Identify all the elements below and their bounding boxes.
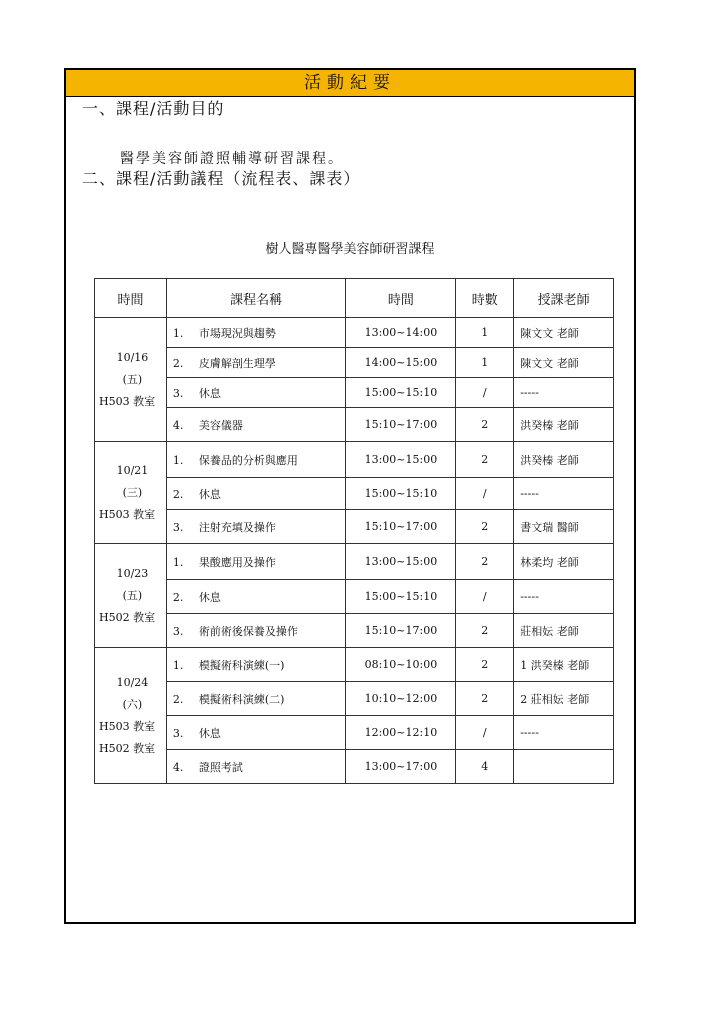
teacher-cell: 莊相妘 老師 — [514, 614, 614, 648]
session-room: H502 教室 — [99, 610, 156, 624]
table-row — [95, 648, 614, 682]
schedule-table — [94, 278, 614, 784]
course-name: 市場現況與趨勢 — [198, 326, 276, 340]
course-cell — [166, 750, 346, 784]
course-cell — [166, 614, 346, 648]
hours-cell: 2 — [456, 614, 514, 648]
session-weekday: (五) — [122, 588, 143, 602]
table-row — [95, 682, 614, 716]
teacher-cell: 2 莊相妘 老師 — [514, 682, 614, 716]
teacher-cell: ----- — [514, 378, 614, 408]
course-name: 注射充填及操作 — [198, 520, 276, 534]
hours-cell: 2 — [456, 648, 514, 682]
header-course: 課程名稱 — [166, 279, 346, 318]
hours-cell: / — [456, 378, 514, 408]
course-cell — [166, 580, 346, 614]
teacher-cell: 陳文文 老師 — [514, 348, 614, 378]
header-time: 時間 — [346, 279, 456, 318]
teacher-cell: ----- — [514, 580, 614, 614]
course-name: 美容儀器 — [198, 418, 243, 432]
session-date: 10/16 — [116, 350, 149, 364]
table-row — [95, 544, 614, 580]
course-number: 2. — [172, 692, 184, 706]
course-number: 3. — [172, 624, 184, 638]
session-cell — [95, 318, 167, 442]
course-name: 休息 — [198, 386, 221, 400]
course-cell — [166, 408, 346, 442]
teacher-cell: 陳文文 老師 — [514, 318, 614, 348]
teacher-cell: 洪癸榛 老師 — [514, 408, 614, 442]
teacher-cell: 林柔均 老師 — [514, 544, 614, 580]
session-cell — [95, 648, 167, 784]
course-number: 4. — [172, 760, 184, 774]
course-number: 1. — [172, 658, 184, 672]
hours-cell: 2 — [456, 682, 514, 716]
course-number: 1. — [172, 326, 184, 340]
hours-cell: 2 — [456, 408, 514, 442]
course-number: 2. — [172, 356, 184, 370]
teacher-cell: 書文瑞 醫師 — [514, 510, 614, 544]
session-cell — [95, 544, 167, 648]
table-row — [95, 510, 614, 544]
table-title: 樹人醫專醫學美容師研習課程 — [265, 242, 435, 257]
hours-cell: 2 — [456, 442, 514, 478]
course-number: 4. — [172, 418, 184, 432]
hours-cell: 1 — [456, 348, 514, 378]
hours-cell: / — [456, 580, 514, 614]
time-cell: 15:00~15:10 — [346, 580, 456, 614]
table-row — [95, 716, 614, 750]
time-cell: 13:00~14:00 — [346, 318, 456, 348]
course-cell — [166, 682, 346, 716]
course-name: 休息 — [198, 726, 221, 740]
session-cell — [95, 442, 167, 544]
section1-text: 醫學美容師證照輔導研習課程。 — [120, 151, 344, 167]
time-cell: 15:00~15:10 — [346, 478, 456, 510]
course-cell — [166, 544, 346, 580]
hours-cell: / — [456, 716, 514, 750]
table-row — [95, 478, 614, 510]
time-cell: 15:10~17:00 — [346, 408, 456, 442]
session-room: H503 教室 — [99, 394, 156, 408]
course-number: 3. — [172, 386, 184, 400]
course-name: 皮膚解剖生理學 — [198, 356, 276, 370]
course-cell — [166, 648, 346, 682]
course-name: 證照考試 — [198, 760, 243, 774]
session-date: 10/24 — [116, 675, 149, 689]
time-cell: 15:10~17:00 — [346, 614, 456, 648]
course-name: 休息 — [198, 487, 221, 501]
teacher-cell: ----- — [514, 716, 614, 750]
hours-cell: 4 — [456, 750, 514, 784]
section1-heading: 一、課程/活動目的 — [82, 99, 225, 118]
time-cell: 14:00~15:00 — [346, 348, 456, 378]
session-weekday: (三) — [122, 485, 143, 499]
course-number: 1. — [172, 555, 184, 569]
course-number: 3. — [172, 520, 184, 534]
hours-cell: / — [456, 478, 514, 510]
teacher-cell — [514, 750, 614, 784]
table-row — [95, 378, 614, 408]
time-cell: 12:00~12:10 — [346, 716, 456, 750]
time-cell: 13:00~15:00 — [346, 442, 456, 478]
session-room: H503 教室 — [99, 507, 156, 521]
hours-cell: 2 — [456, 544, 514, 580]
course-name: 休息 — [198, 590, 221, 604]
course-cell — [166, 348, 346, 378]
session-date: 10/21 — [116, 463, 149, 477]
hours-cell: 2 — [456, 510, 514, 544]
session-weekday: (五) — [122, 372, 143, 386]
course-cell — [166, 318, 346, 348]
time-cell: 08:10~10:00 — [346, 648, 456, 682]
course-name: 術前術後保養及操作 — [198, 624, 298, 638]
time-cell: 15:10~17:00 — [346, 510, 456, 544]
session-room: H503 教室 — [99, 719, 156, 733]
table-row — [95, 614, 614, 648]
table-row — [95, 408, 614, 442]
document-title: 活動紀要 — [66, 70, 634, 97]
table-row — [95, 750, 614, 784]
hours-cell: 1 — [456, 318, 514, 348]
course-cell — [166, 478, 346, 510]
course-name: 模擬術科演練(二) — [198, 692, 285, 706]
header-date: 時間 — [95, 279, 167, 318]
document-frame — [64, 68, 636, 924]
teacher-cell: ----- — [514, 478, 614, 510]
header-hours: 時數 — [456, 279, 514, 318]
time-cell: 10:10~12:00 — [346, 682, 456, 716]
course-number: 1. — [172, 453, 184, 467]
time-cell: 13:00~15:00 — [346, 544, 456, 580]
course-number: 2. — [172, 590, 184, 604]
teacher-cell: 洪癸榛 老師 — [514, 442, 614, 478]
course-cell — [166, 442, 346, 478]
course-name: 果酸應用及操作 — [198, 555, 276, 569]
header-teacher: 授課老師 — [514, 279, 614, 318]
course-cell — [166, 716, 346, 750]
table-row — [95, 348, 614, 378]
session-room2: H502 教室 — [99, 741, 156, 755]
course-name: 保養品的分析與應用 — [198, 453, 298, 467]
session-weekday: (六) — [122, 697, 143, 711]
time-cell: 15:00~15:10 — [346, 378, 456, 408]
session-date: 10/23 — [116, 566, 149, 580]
course-cell — [166, 510, 346, 544]
teacher-cell: 1 洪癸榛 老師 — [514, 648, 614, 682]
table-row — [95, 318, 614, 348]
table-row — [95, 442, 614, 478]
table-header-row — [95, 279, 614, 318]
course-name: 模擬術科演練(一) — [198, 658, 285, 672]
section2-heading: 二、課程/活動議程（流程表、課表） — [82, 169, 361, 188]
course-cell — [166, 378, 346, 408]
table-row — [95, 580, 614, 614]
course-number: 2. — [172, 487, 184, 501]
course-number: 3. — [172, 726, 184, 740]
time-cell: 13:00~17:00 — [346, 750, 456, 784]
